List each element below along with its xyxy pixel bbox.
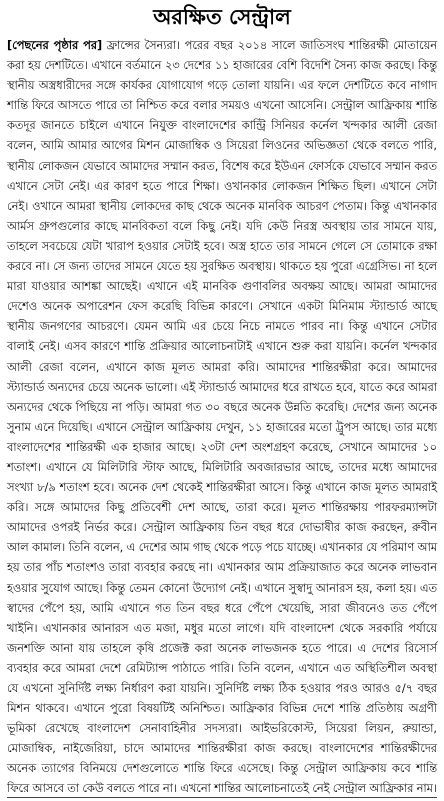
article-headline: অরক্ষিত সেন্ট্রাল (153, 5, 291, 29)
article-body-text: ফ্রান্সের সৈন্যরা। পরের বছর ২০১৪ সালে জাতিসংঘ শান্তিরক্ষী মোতায়েন করা হয় দেশটিতে। এখানে বর্তমানে ২৩ দেশের ১১ হাজারের বেশি বিদেশি সৈন্য কাজ করছে। কিন্তু স্থানীয় অস্ত্রধারীদের সঙ্গে কার্যকর যোগাযোগ গড়ে তোলা যায়নি। এর ফলে দেশটিতে কবে নাগাদ শান্তি ফিরে আসতে পারে তা নিশ্চিত করে বলার সময়ও এখনো আসেনি। সেন্ট্রাল আফ্রিকায় শান্তি কতদূর জানতে চাইলে এখানে নিযুক্ত বাংলাদেশের কান্ট্রি সিনিয়র কর্নেল খন্দকার আলী রেজা বলেন, আমি আমার আগের মিশন মোজাম্বিক ও সিয়েরা লিওনের অভিজ্ঞতা থেকে বলতে পারি, স্থানীয় লোকজন যেভাবে আমাদের সম্মান করত, বিশেষ করে ইউএন ফোর্সকে যেভাবে সম্মান করত এখানে সেটা নেই। এর কারণ হতে পারে শিক্ষা। ওখানকার লোকজন শিক্ষিত ছিল। এখানে সেটা নেই। ওখানে আমরা স্থানীয় লোকদের কাছ থেকে অনেক মানবিক আচরণ পেতাম। কিন্তু এখানকার আর্মস গ্রুপগুলোর কাছে মানবিকতা বলে কিছু নেই। যদি কেউ নিরস্ত্র অবস্থায় তার সামনে যায়, তাহলে সবচেয়ে যেটা খারাপ হওয়ার সেটাই হবে। অস্ত্র হাতে তার সামনে গেলে সে তোমাকে রক্ষা করবে না। সে জন্য তাদের সামনে যেতে হয় সুরক্ষিত অবস্থায়। থাকতে হয় পুরো এগ্রেসিভ। না হলে মারা যাওয়ার আশঙ্কা আছেই। এখানে এই মানবিক গুণাবলির অবক্ষয় আছে। আমরা আমাদের দেশেও অনেক অপারেশন ফেস করেছি বিভিন্ন কারণে। সেখানে একটা মিনিমাম স্ট্যান্ডার্ড আছে স্থানীয় জনগণের আচরণে। যেমন আমি এর চেয়ে নিচে নামতে পারব না। কিন্তু এখানে সেটার বালাই নেই। এসব কারণে শান্তি প্রক্রিয়ার আলোচনাটাই এখানে শুরু করা যায়নি। কর্নেল খন্দকার আলী রেজা বলেন, এখানে কাজ মূলত আমরা করি। আমাদের শান্তিরক্ষীরা করে। আমাদের স্ট্যান্ডার্ড অন্যদের চেয়ে অনেক ভালো। এই স্ট্যান্ডার্ড আমাদের ধরে রাখতে হবে, যাতে করে আমরা অন্যদের থেকে পিছিয়ে না পড়ি। আমরা গত ৩০ বছরে অনেক উন্নতি করেছি। দেশের জন্য অনেক সুনাম এনে দিয়েছি। এখানে সেন্ট্রাল আফ্রিকায় দেখুন, ১১ হাজারের মতো ট্রুপস আছে। তার মধ্যে বাংলাদেশের শান্তিরক্ষী এক হাজার আছে। ২৩টা দেশ অংশগ্রহণ করেছে, সেখানে আমাদের ১০ শতাংশ। এখানে যে মিলিটারি স্টাফ আছে, মিলিটারি অবজারভার আছে, তাদের মধ্যে আমাদের সংখ্যা ৮/৯ শতাংশ হবে। অনেক দেশ থেকেই শান্তিরক্ষীরা আসে। কিন্তু এখানে কাজ মূলত আমরাই করি। সঙ্গে আমাদের কিছু প্রতিবেশী দেশ আছে, তারা করে। মূলত শান্তিরক্ষায় পারফরম্যান্সটা আমাদের ওপরই নির্ভর করে। সেন্ট্রাল আফ্রিকায় তিন বছর ধরে দোভাষীর কাজ করছেন, রুবীন আল কামাল। তিনি বলেন, এ দেশের আম গাছ থেকে পড়ে পচে যাচ্ছে। এখানকার যে পরিমাণ আম হয় তার পাঁচ শতাংশও তারা ব্যবহার করছে না। এখানকার আম প্রক্রিয়াজাত করে অনেক লাভবান হওয়ার সুযোগ আছে। কিন্তু তেমন কোনো উদ্যোগ নেই। এখানে সুস্বাদু আনারস হয়, কলা হয়। এত স্বাদের পেঁপে হয়, আমি এখানে গত তিন বছর ধরে পেঁপে খেয়েছি, সারা জীবনেও তত পেঁপে খাইনি। এখানকার আনারস এত মজা, মধুর মতো লাগে। যদি বাংলাদেশ থেকে সরকারি পর্যায়ে জনশক্তি আনা যায় তাহলে কৃষি প্রজেক্ট করা অনেক লাভজনক হতে পারে। এ দেশের রিসোর্স ব্যবহার করে আমরা দেশে রেমিট্যান্স পাঠাতে পারি। তিনি বলেন, এখানে এত অস্থিতিশীল অবস্থা যে এখনো সুনির্দিষ্ট লক্ষ্য নির্ধারণ করা যায়নি। সুনির্দিষ্ট লক্ষ্য ঠিক হওয়ার পরও আরও ৫/৭ বছর মিশন থাকবে। এখানে পুরো বিষয়টিই অনিশ্চিত। আফ্রিকার বিভিন্ন দেশে শান্তি প্রতিষ্ঠায় অগ্রণী ভূমিকা রেখেছে বাংলাদেশ সেনাবাহিনীর সদস্যরা। আইভরিকোস্ট, সিয়েরা লিয়ন, রুয়ান্ডা, মোজাম্বিক, নাইজেরিয়া, চাদে আমাদের শান্তিরক্ষীরা কাজ করছে। বাংলাদেশের শান্তিরক্ষীদের অনেক ত্যাগের বিনিময়ে দেশগুলোতে শান্তি ফিরে এসেছে। কিন্তু সেন্ট্রাল আফ্রিকায় কবে শান্তি ফিরে আসবে তা কেউ বলতে পারে না। এখনো শান্তির আলোচনাতেই নেই সেন্ট্রাল আফ্রিকার নাম। (7, 39, 438, 796)
bottom-divider (7, 797, 437, 798)
continuation-kicker: [পেছনের পৃষ্ঠার পর] (7, 39, 103, 52)
article-body (7, 36, 437, 800)
